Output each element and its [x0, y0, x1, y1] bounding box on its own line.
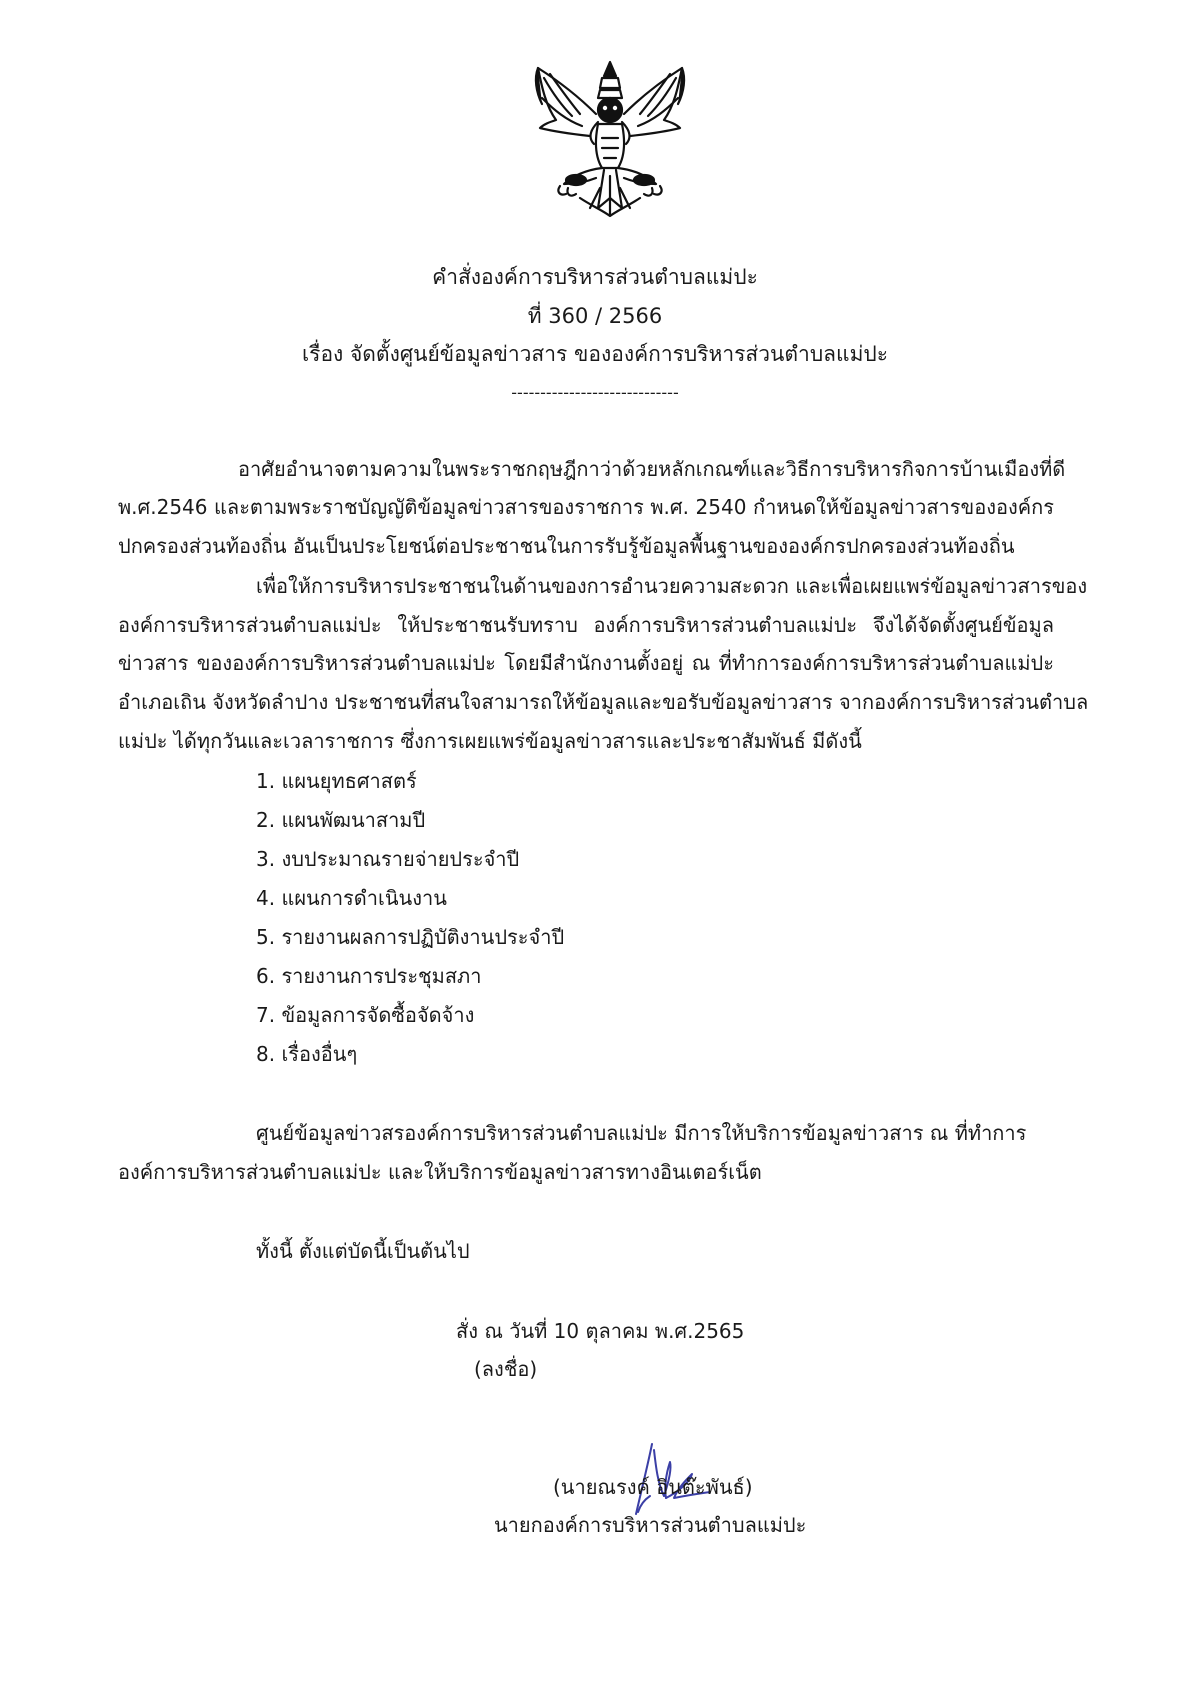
list-item: 7. ข้อมูลการจัดซื้อจัดจ้าง [256, 1003, 475, 1027]
garuda-emblem-icon [520, 58, 700, 220]
list-item: 4. แผนการดำเนินงาน [256, 886, 447, 910]
signer-title: นายกองค์การบริหารส่วนตำบลแม่ปะ [494, 1513, 807, 1537]
paragraph-3-line-1: ศูนย์ข้อมูลข่าวสรองค์การบริหารส่วนตำบลแม่ปะ มีการให้บริการข้อมูลข่าวสาร ณ ที่ทำการ [256, 1121, 1027, 1145]
paragraph-1-line-1: อาศัยอำนาจตามความในพระราชกฤษฎีกาว่าด้วยหลักเกณฑ์และวิธีการบริหารกิจการบ้านเมืองที่ดี [238, 457, 1066, 481]
list-item: 5. รายงานผลการปฏิบัติงานประจำปี [256, 925, 565, 949]
list-item: 1. แผนยุทธศาสตร์ [256, 769, 417, 793]
list-item: 6. รายงานการประชุมสภา [256, 964, 482, 988]
closing-statement: ทั้งนี้ ตั้งแต่บัดนี้เป็นต้นไป [256, 1239, 470, 1263]
document-title: คำสั่งองค์การบริหารส่วนตำบลแม่ปะ [432, 265, 758, 289]
list-item: 8. เรื่องอื่นๆ [256, 1042, 358, 1066]
paragraph-1-line-2: พ.ศ.2546 และตามพระราชบัญญัติข้อมูลข่าวสารของราชการ พ.ศ. 2540 กำหนดให้ข้อมูลข่าวสารขององค์กร [118, 495, 1054, 519]
list-item: 2. แผนพัฒนาสามปี [256, 808, 426, 832]
order-date: สั่ง ณ วันที่ 10 ตุลาคม พ.ศ.2565 [456, 1319, 745, 1343]
signer-name: (นายณรงค์ อินต๊ะพันธ์) [553, 1475, 753, 1499]
paragraph-3-line-2: องค์การบริหารส่วนตำบลแม่ปะ และให้บริการข้อมูลข่าวสารทางอินเตอร์เน็ต [118, 1160, 762, 1184]
order-number: ที่ 360 / 2566 [527, 304, 663, 328]
paragraph-1-line-3: ปกครองส่วนท้องถิ่น อันเป็นประโยชน์ต่อประชาชนในการรับรู้ข้อมูลพื้นฐานขององค์กรปกครองส่วนท้องถิ่น [118, 534, 1015, 558]
header-divider: ----------------------------- [511, 383, 679, 402]
paragraph-2-line-2: องค์การบริหารส่วนตำบลแม่ปะ ให้ประชาชนรับทราบ องค์การบริหารส่วนตำบลแม่ปะ จึงได้จัดตั้งศูนย์ข้อมูล [118, 613, 1054, 637]
paragraph-2-line-4: อำเภอเถิน จังหวัดลำปาง ประชาชนที่สนใจสามารถให้ข้อมูลและขอรับข้อมูลข่าวสาร จากองค์การบริหารส่วนตำบล [118, 690, 1089, 714]
paragraph-2-line-1: เพื่อให้การบริหารประชาชนในด้านของการอำนวยความสะดวก และเพื่อเผยแพร่ข้อมูลข่าวสารของ [256, 574, 1088, 598]
signature-label: (ลงชื่อ) [474, 1357, 538, 1381]
list-item: 3. งบประมาณรายจ่ายประจำปี [256, 847, 520, 871]
document-subject: เรื่อง จัดตั้งศูนย์ข้อมูลข่าวสาร ขององค์การบริหารส่วนตำบลแม่ปะ [301, 342, 889, 366]
paragraph-2-line-3: ข่าวสาร ขององค์การบริหารส่วนตำบลแม่ปะ โดยมีสำนักงานตั้งอยู่ ณ ที่ทำการองค์การบริหารส่วนตำบลแม่ปะ [118, 651, 1054, 675]
paragraph-2-line-5: แม่ปะ ได้ทุกวันและเวลาราชการ ซึ่งการเผยแพร่ข้อมูลข่าวสารและประชาสัมพันธ์ มีดังนี้ [118, 729, 862, 753]
